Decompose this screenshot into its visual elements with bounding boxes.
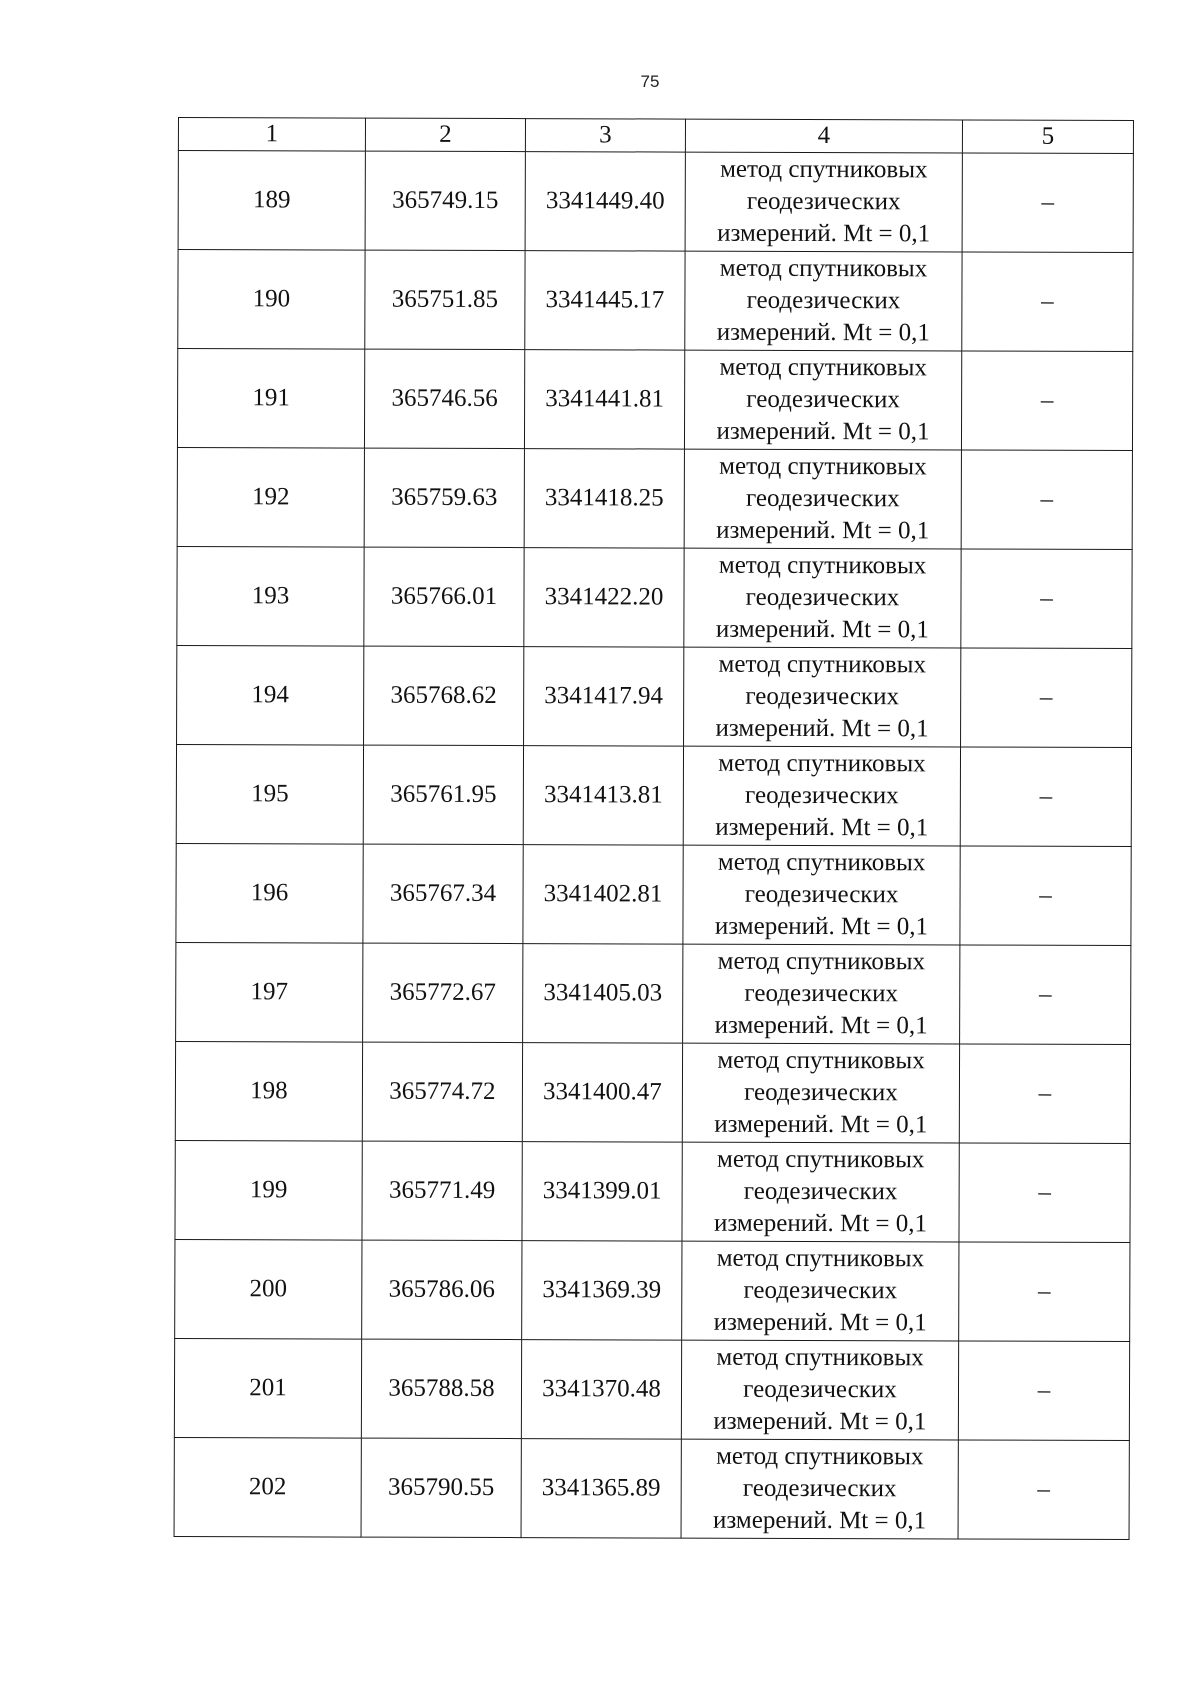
x-coordinate-cell: 365759.63: [364, 448, 524, 548]
table-header-row: [178, 118, 1133, 154]
column-header-5: 5: [962, 120, 1133, 154]
table-row: [176, 744, 1131, 846]
method-text-line: метод спутниковых: [718, 650, 927, 679]
x-coordinate-cell: 365749.15: [365, 151, 525, 251]
method-text-line: измерений. Mt = 0,1: [715, 615, 929, 644]
point-number-cell: 198: [175, 1041, 362, 1141]
table-body: [174, 151, 1133, 1540]
point-number-cell: 189: [178, 151, 365, 251]
method-cell: [683, 944, 960, 1044]
method-text-line: метод спутниковых: [717, 1046, 925, 1075]
table-row: [178, 151, 1133, 253]
point-number-cell: 197: [176, 942, 363, 1042]
note-cell: –: [959, 1143, 1130, 1243]
page-number: 75: [640, 72, 660, 91]
table-row: [174, 1437, 1129, 1539]
x-coordinate-cell: 365772.67: [363, 943, 523, 1043]
method-text-line: геодезических: [746, 187, 901, 216]
x-coordinate-cell: 365774.72: [362, 1042, 522, 1142]
point-number-cell: 202: [174, 1437, 361, 1537]
x-coordinate-cell: 365786.06: [362, 1240, 522, 1340]
method-text-line: метод спутниковых: [716, 1244, 925, 1273]
method-text-line: измерений. Mt = 0,1: [713, 1209, 928, 1238]
method-text-line: геодезических: [743, 1375, 897, 1404]
method-text-line: измерений. Mt = 0,1: [713, 1506, 927, 1535]
method-cell: [684, 548, 961, 648]
y-coordinate-cell: 3341370.48: [521, 1340, 681, 1440]
method-text-line: измерений. Mt = 0,1: [717, 219, 931, 248]
table-row: [177, 546, 1132, 648]
method-text-line: метод спутниковых: [719, 254, 928, 283]
note-cell: –: [959, 1044, 1130, 1144]
table-row: [175, 1041, 1130, 1143]
table-row: [177, 447, 1132, 549]
table-row: [175, 1239, 1130, 1341]
y-coordinate-cell: 3341417.94: [524, 647, 684, 747]
point-number-cell: 191: [177, 349, 364, 449]
table-row: [174, 1338, 1129, 1440]
x-coordinate-cell: 365751.85: [365, 250, 525, 350]
note-cell: –: [958, 1341, 1129, 1441]
method-text-line: метод спутниковых: [719, 353, 927, 382]
method-cell: [684, 647, 961, 747]
point-number-cell: 190: [178, 250, 365, 350]
column-header-2: 2: [365, 118, 525, 152]
method-text-line: геодезических: [746, 286, 901, 315]
note-cell: –: [960, 945, 1131, 1045]
table-row: [178, 250, 1133, 352]
x-coordinate-cell: 365766.01: [364, 547, 524, 647]
x-coordinate-cell: 365788.58: [361, 1339, 521, 1439]
method-text-line: геодезических: [745, 781, 899, 810]
table-row: [177, 645, 1132, 747]
method-text-line: геодезических: [743, 1276, 898, 1305]
y-coordinate-cell: 3341413.81: [523, 746, 683, 846]
note-cell: –: [960, 846, 1131, 946]
y-coordinate-cell: 3341399.01: [522, 1142, 682, 1242]
method-text-line: метод спутниковых: [717, 848, 926, 877]
note-cell: –: [962, 153, 1133, 253]
y-coordinate-cell: 3341369.39: [522, 1241, 682, 1341]
method-text-line: измерений. Mt = 0,1: [715, 813, 929, 842]
method-text-line: метод спутниковых: [716, 1145, 925, 1174]
method-text-line: измерений. Mt = 0,1: [713, 1308, 927, 1337]
note-cell: –: [959, 1242, 1130, 1342]
method-text-line: метод спутниковых: [717, 947, 926, 976]
method-text-line: измерений. Mt = 0,1: [714, 912, 929, 941]
column-header-1: 1: [178, 118, 365, 152]
column-header-3: 3: [525, 119, 685, 153]
method-text-line: измерений. Mt = 0,1: [713, 1407, 927, 1436]
method-cell: [684, 449, 961, 549]
table-row: [176, 843, 1131, 945]
method-cell: [681, 1439, 958, 1539]
method-text-line: метод спутниковых: [718, 749, 926, 778]
method-text-line: измерений. Mt = 0,1: [716, 318, 930, 347]
method-cell: [685, 152, 962, 252]
method-text-line: измерений. Mt = 0,1: [715, 714, 929, 743]
method-text-line: измерений. Mt = 0,1: [714, 1110, 928, 1139]
y-coordinate-cell: 3341441.81: [524, 350, 684, 450]
table-row: [177, 349, 1132, 451]
y-coordinate-cell: 3341365.89: [521, 1439, 681, 1539]
point-number-cell: 199: [175, 1140, 362, 1240]
column-header-4: 4: [685, 119, 962, 153]
method-text-line: метод спутниковых: [718, 551, 927, 580]
method-text-line: измерений. Mt = 0,1: [716, 417, 930, 446]
note-cell: –: [962, 252, 1133, 352]
method-text-line: метод спутниковых: [720, 155, 928, 184]
y-coordinate-cell: 3341402.81: [523, 845, 683, 945]
point-number-cell: 193: [177, 546, 364, 646]
note-cell: –: [961, 549, 1132, 649]
point-number-cell: 200: [175, 1239, 362, 1339]
coordinates-table-wrapper: [174, 117, 1133, 1540]
method-text-line: геодезических: [745, 484, 900, 513]
method-text-line: геодезических: [745, 682, 900, 711]
method-cell: [682, 1241, 959, 1341]
note-cell: –: [958, 1440, 1129, 1540]
point-number-cell: 195: [176, 744, 363, 844]
method-cell: [682, 1142, 959, 1242]
method-text-line: геодезических: [744, 880, 899, 909]
y-coordinate-cell: 3341445.17: [525, 251, 685, 351]
method-text-line: метод спутниковых: [719, 452, 927, 481]
note-cell: –: [961, 648, 1132, 748]
method-text-line: геодезических: [744, 979, 899, 1008]
point-number-cell: 196: [176, 843, 363, 943]
x-coordinate-cell: 365761.95: [363, 745, 523, 845]
note-cell: –: [960, 747, 1131, 847]
method-text-line: геодезических: [746, 385, 900, 414]
method-text-line: геодезических: [742, 1474, 897, 1503]
method-cell: [683, 746, 960, 846]
x-coordinate-cell: 365790.55: [361, 1438, 521, 1538]
method-text-line: измерений. Mt = 0,1: [716, 516, 930, 545]
table-row: [175, 1140, 1130, 1242]
y-coordinate-cell: 3341400.47: [522, 1043, 682, 1143]
y-coordinate-cell: 3341405.03: [523, 944, 683, 1044]
method-cell: [685, 251, 962, 351]
y-coordinate-cell: 3341422.20: [524, 548, 684, 648]
x-coordinate-cell: 365746.56: [364, 349, 524, 449]
method-cell: [683, 845, 960, 945]
x-coordinate-cell: 365768.62: [364, 646, 524, 746]
method-text-line: метод спутниковых: [716, 1343, 924, 1372]
y-coordinate-cell: 3341418.25: [524, 449, 684, 549]
coordinates-table: [174, 117, 1134, 1540]
method-text-line: геодезических: [744, 1078, 898, 1107]
x-coordinate-cell: 365771.49: [362, 1141, 522, 1241]
method-cell: [682, 1043, 959, 1143]
note-cell: –: [961, 351, 1132, 451]
point-number-cell: 201: [174, 1338, 361, 1438]
method-cell: [681, 1340, 958, 1440]
method-text-line: геодезических: [745, 583, 900, 612]
point-number-cell: 194: [177, 645, 364, 745]
method-text-line: метод спутниковых: [716, 1442, 924, 1471]
note-cell: –: [961, 450, 1132, 550]
table-row: [176, 942, 1131, 1044]
point-number-cell: 192: [177, 447, 364, 547]
x-coordinate-cell: 365767.34: [363, 844, 523, 944]
method-text-line: измерений. Mt = 0,1: [714, 1011, 928, 1040]
y-coordinate-cell: 3341449.40: [525, 152, 685, 252]
method-text-line: геодезических: [743, 1177, 898, 1206]
method-cell: [684, 350, 961, 450]
